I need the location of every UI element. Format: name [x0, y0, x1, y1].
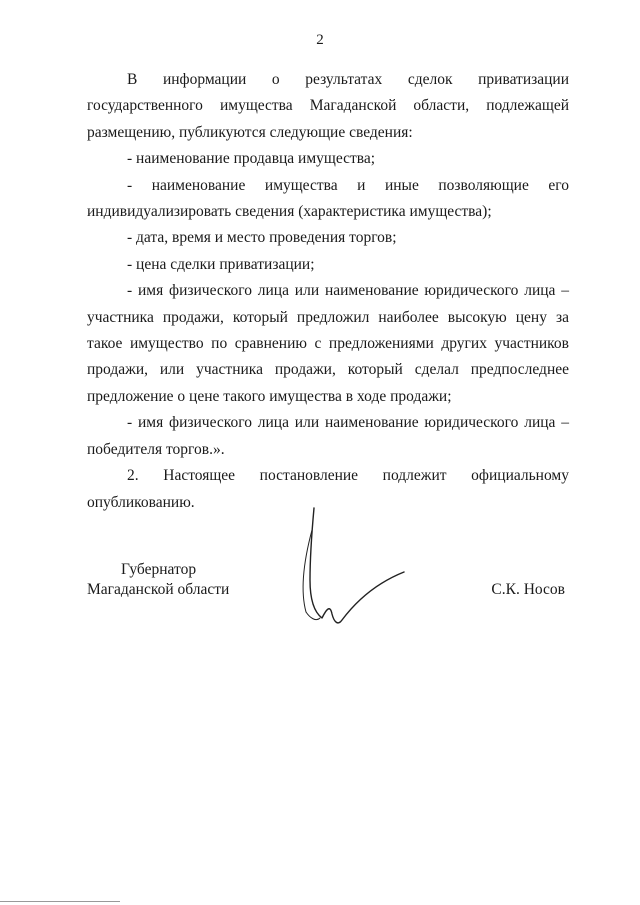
- intro-paragraph: В информации о результатах сделок приватизации государственного имущества Магаданской области, подлежащей размещению, публикуются следующие сведения:: [87, 71, 569, 141]
- document-body: [87, 67, 569, 516]
- page-number: 2: [316, 32, 324, 48]
- point-2-paragraph: 2. Настоящее постановление подлежит официальному опубликованию.: [87, 467, 569, 511]
- footer-divider: [0, 901, 120, 902]
- handwritten-signature: [292, 500, 422, 640]
- list-item: - цена сделки приватизации;: [127, 255, 315, 273]
- signer-region: Магаданской области: [87, 581, 230, 598]
- list-item: - наименование имущества и иные позволяющие его индивидуализировать сведения (характеристика имущества);: [87, 176, 569, 221]
- signer-name: С.К. Носов: [491, 581, 565, 598]
- list-item: - имя физического лица или наименование юридического лица – участника продажи, который предложил наиболее высокую цену за такое имущество по сравнению с предложениями других участников продажи, или участника продажи, который сделал предпоследнее предложение о цене такого имущества в ходе продажи;: [87, 282, 569, 405]
- list-item: - имя физического лица или наименование юридического лица – победителя торгов.».: [87, 414, 569, 458]
- list-item: - наименование продавца имущества;: [127, 150, 376, 168]
- signer-position: Губернатор: [121, 561, 197, 578]
- list-item: - дата, время и место проведения торгов;: [127, 229, 397, 247]
